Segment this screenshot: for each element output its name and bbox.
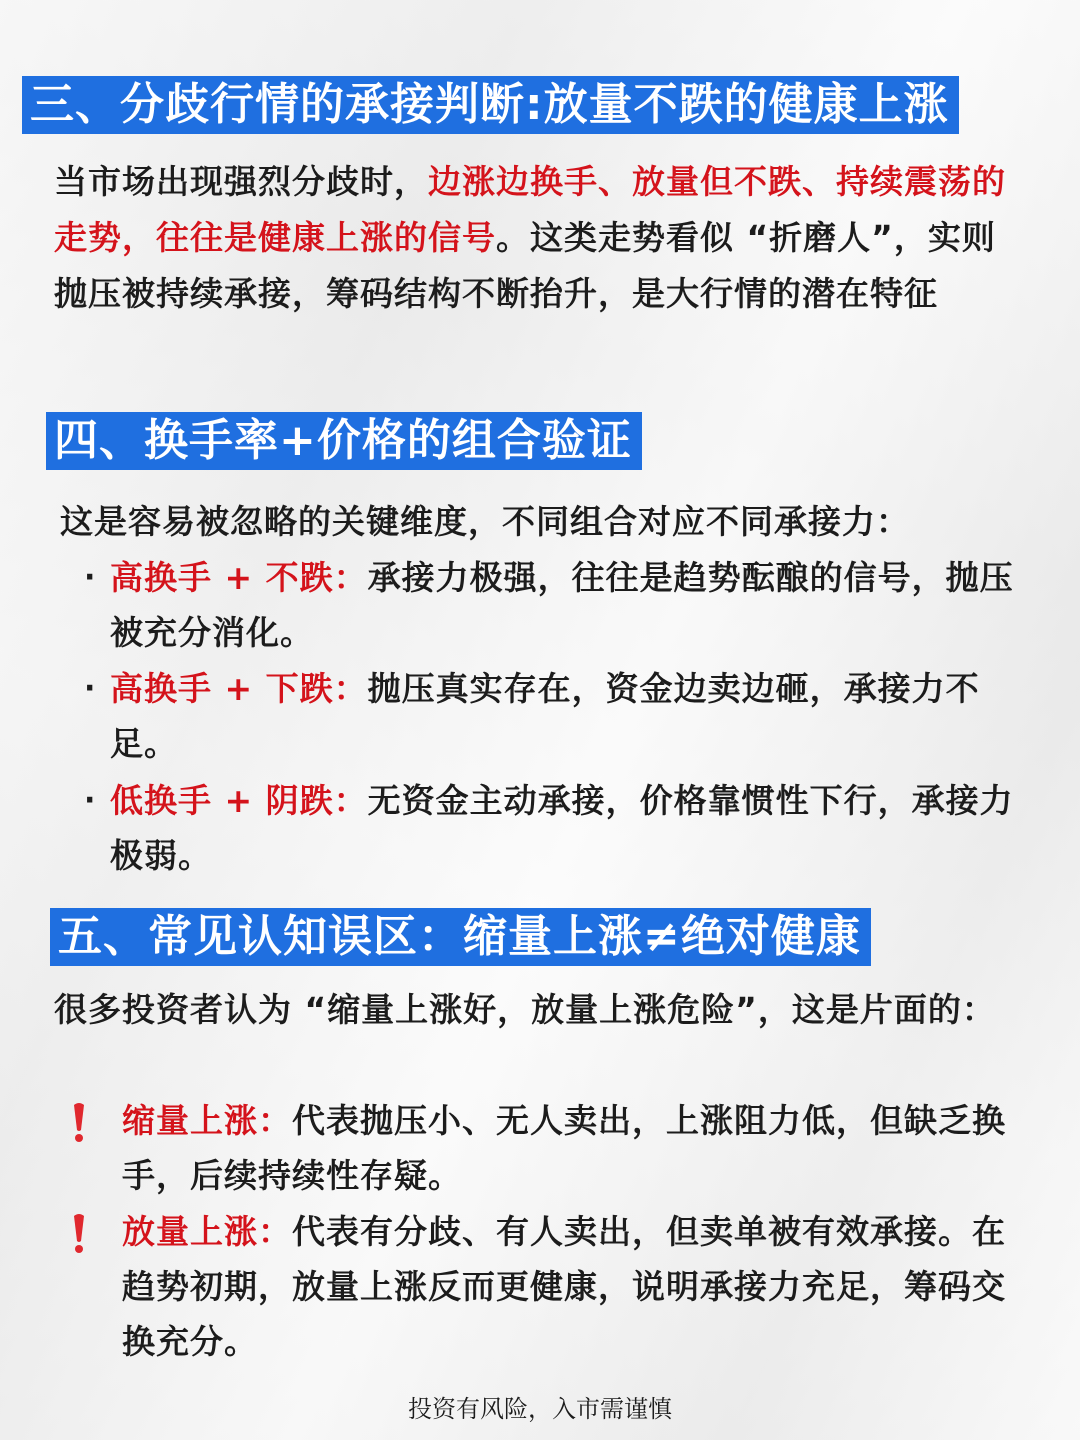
- bullet-dot-2: ·: [84, 671, 96, 706]
- item-text: 抛压真实存在，资金边卖边砸，承接力不足。: [110, 669, 980, 763]
- section-3-paragraph: [54, 154, 1029, 322]
- section-4-intro: 这是容易被忽略的关键维度，不同组合对应不同承接力：: [60, 502, 910, 541]
- section-3-text-tail: 。这类走势看似 “折磨人”，实则抛压被持续承接，筹码结构不断抬升，是大行情的潜在特征: [54, 218, 996, 313]
- item-text: 无资金主动承接，价格靠惯性下行，承接力极弱。: [110, 781, 1014, 875]
- section-3-heading: 三、分歧行情的承接判断:放量不跌的健康上涨: [22, 76, 959, 134]
- exclamation-icon: [68, 1093, 90, 1148]
- section-5-heading: 五、常见认知误区：缩量上涨≠绝对健康: [50, 908, 871, 966]
- item-label: 高换手 + 不跌：: [110, 558, 368, 597]
- risk-disclaimer: 投资有风险，入市需谨慎: [408, 1395, 672, 1423]
- section-3-text-highlight: 边涨边换手、放量但不跌、持续震荡的走势，往往是健康上涨的信号: [54, 162, 1006, 257]
- item-text: 代表抛压小、无人卖出，上涨阻力低，但缺乏换手，后续持续性存疑。: [122, 1101, 1006, 1195]
- item-label: 低换手 + 阴跌：: [110, 781, 368, 820]
- bullet-dot-1: ·: [84, 560, 96, 595]
- section-4-item-3: [110, 773, 1025, 883]
- item-label: 放量上涨：: [122, 1212, 292, 1251]
- item-text: 代表有分歧、有人卖出，但卖单被有效承接。在趋势初期，放量上涨反而更健康，说明承接力充足，筹码交换充分。: [122, 1212, 1006, 1361]
- exclamation-icon: [68, 1204, 90, 1259]
- section-4-heading: 四、换手率+价格的组合验证: [46, 412, 642, 470]
- item-label: 高换手 + 下跌：: [110, 669, 368, 708]
- section-3-text-lead: 当市场出现强烈分歧时，: [54, 162, 428, 201]
- section-5-intro: 很多投资者认为 “缩量上涨好，放量上涨危险”，这是片面的：: [54, 990, 996, 1029]
- section-5-item-2: [122, 1204, 1022, 1369]
- section-4-item-2: [110, 661, 1025, 771]
- item-label: 缩量上涨：: [122, 1101, 292, 1140]
- item-text: 承接力极强，往往是趋势酝酿的信号，抛压被充分消化。: [110, 558, 1014, 652]
- bullet-dot-3: ·: [84, 783, 96, 818]
- section-5-item-1: [122, 1093, 1022, 1203]
- section-4-item-1: [110, 550, 1025, 660]
